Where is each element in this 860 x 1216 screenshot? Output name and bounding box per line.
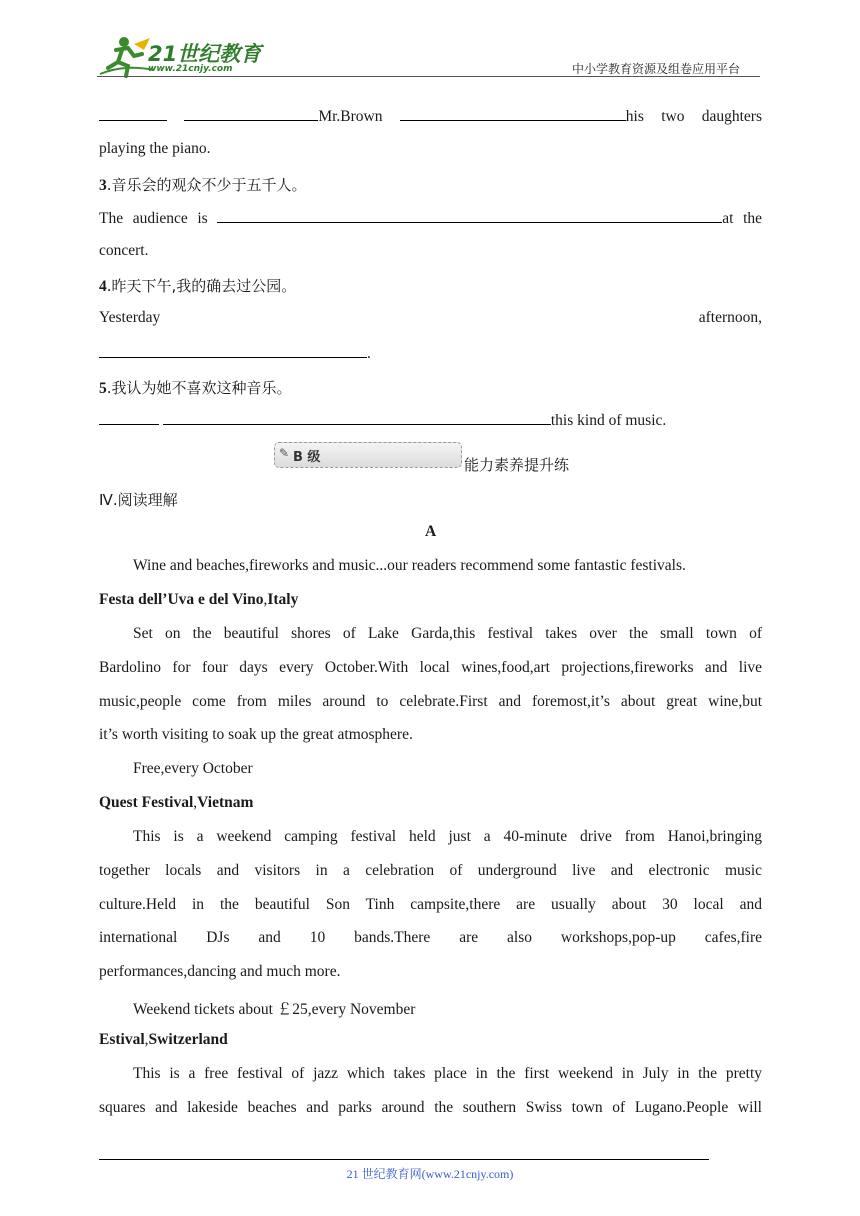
q3-line2: concert. <box>99 242 149 259</box>
q3-prompt <box>99 174 307 195</box>
answer-blank[interactable] <box>400 106 626 121</box>
level-badge-label: B 级 <box>293 450 321 465</box>
platform-title: 中小学教育资源及组卷应用平台 <box>572 62 741 76</box>
answer-blank[interactable] <box>163 410 551 425</box>
festival-name: Festa dell’Uva e del Vino <box>99 591 264 608</box>
paragraph-line: Set on the beautiful shores of Lake Garda,this festival takes over the small town of <box>133 625 762 642</box>
q5-number: 5 <box>99 380 107 397</box>
pencil-icon: ✎ <box>279 446 290 460</box>
festival-name: Quest Festival <box>99 794 194 811</box>
footer-text: 21 世纪教育网(www.21cnjy.com) <box>346 1167 514 1181</box>
festival-info: Free,every October <box>133 760 253 777</box>
paragraph-line: squares and lakeside beaches and parks around the southern Swiss town of Lugano.People will <box>99 1099 762 1116</box>
logo-text: 21世纪教育 <box>148 42 262 66</box>
q3-start: The audience is <box>99 210 208 227</box>
header-divider <box>97 76 760 77</box>
logo-url: www.21cnjy.com <box>148 64 233 74</box>
paragraph-line: This is a weekend camping festival held just a 40-minute drive from Hanoi,bringing <box>133 828 762 845</box>
q3-number: 3 <box>99 177 107 194</box>
q2-tail-text: his two daughters <box>625 108 763 125</box>
q4-number: 4 <box>99 278 107 295</box>
paragraph-line: together locals and visitors in a celebration of underground live and electronic music <box>99 862 762 879</box>
q2-line2: playing the piano. <box>99 140 211 157</box>
festival-country: Italy <box>267 591 299 608</box>
q5-chinese: .我认为她不喜欢这种音乐。 <box>106 379 292 397</box>
q3-end: at the <box>722 210 763 227</box>
passage-intro: Wine and beaches,fireworks and music...our readers recommend some fantastic festivals. <box>133 557 686 574</box>
paragraph-line: performances,dancing and much more. <box>99 963 341 980</box>
paragraph-line: it’s worth visiting to soak up the great atmosphere. <box>99 726 413 743</box>
festival-name: Estival <box>99 1031 145 1048</box>
q3-chinese: .音乐会的观众不少于五千人。 <box>106 176 307 194</box>
festival-info: Weekend tickets about ￡25,every November <box>133 1001 416 1018</box>
q4-line2 <box>99 343 371 363</box>
q2-answer-line <box>99 106 762 126</box>
separator: , <box>144 1031 149 1048</box>
q4-end: afternoon, <box>698 309 762 326</box>
answer-blank[interactable] <box>99 410 159 425</box>
festival-heading <box>99 794 253 812</box>
answer-blank[interactable] <box>99 106 167 121</box>
footer-divider <box>99 1159 709 1160</box>
q4-start: Yesterday <box>99 309 161 326</box>
festival-heading <box>99 1031 228 1049</box>
level-badge <box>274 442 462 468</box>
q2-mid-text: Mr.Brown <box>318 108 383 125</box>
q3-answer-line <box>99 208 762 228</box>
q4-chinese: .昨天下午,我的确去过公园。 <box>106 277 297 295</box>
q4-period: . <box>367 345 371 362</box>
paragraph-line: music,people come from miles around to celebrate.First and foremost,it’s about great wine,but <box>99 693 762 710</box>
q4-prompt <box>99 275 296 296</box>
answer-blank[interactable] <box>99 343 367 358</box>
answer-blank[interactable] <box>184 106 318 121</box>
answer-blank[interactable] <box>217 208 722 223</box>
paragraph-line: Bardolino for four days every October.With local wines,food,art projections,fireworks and live <box>99 659 762 676</box>
separator: , <box>193 794 198 811</box>
festival-country: Vietnam <box>197 794 254 811</box>
site-logo <box>94 34 264 80</box>
q4-answer-line <box>99 309 762 327</box>
paragraph-line: culture.Held in the beautiful Son Tinh campsite,there are usually about 30 local and <box>99 896 762 913</box>
q5-end: this kind of music. <box>550 412 667 429</box>
separator: , <box>263 591 268 608</box>
paragraph-line: This is a free festival of jazz which takes place in the first weekend in July in the pretty <box>133 1065 762 1082</box>
passage-letter: A <box>425 523 437 540</box>
paragraph-line: international DJs and 10 bands.There are also workshops,pop-up cafes,fire <box>99 929 762 946</box>
festival-country: Switzerland <box>148 1031 228 1048</box>
q5-answer-line <box>99 410 666 430</box>
section-title: Ⅳ.阅读理解 <box>99 491 178 509</box>
level-title: 能力素养提升练 <box>464 456 570 474</box>
festival-heading <box>99 591 298 609</box>
q5-prompt <box>99 377 292 398</box>
